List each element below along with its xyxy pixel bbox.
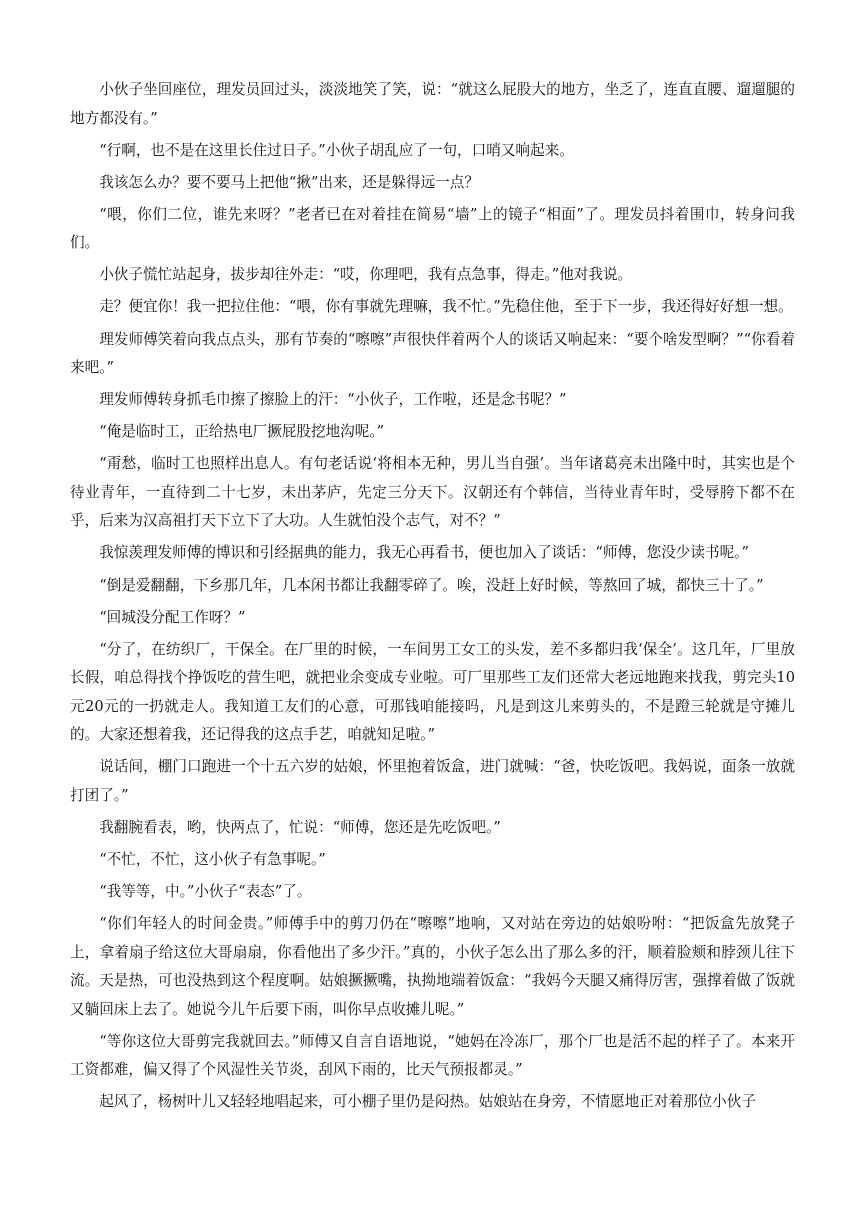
paragraph-7: 理发师傅笑着向我点点头，那有节奏的“嚓嚓”声很快伴着两个人的谈话又响起来：“要个啥发型啊？”“你看着来吧。”	[70, 330, 795, 377]
paragraph-3: 我该怎么办？要不要马上把他“揪”出来，还是躲得远一点？	[99, 173, 479, 191]
paragraph-5: 小伙子慌忙站起身，拔步却往外走：“哎，你理吧，我有点急事，得走。”他对我说。	[99, 266, 633, 284]
paragraph-8: 理发师傅转身抓毛巾擦了擦脸上的汗：“小伙子，工作啦，还是念书呢？”	[99, 391, 567, 409]
paragraph-11: 我惊羡理发师傅的博识和引经据典的能力，我无心再看书，便也加入了谈话：“师傅，您没少读书呢。”	[99, 544, 749, 562]
paragraph-16: 我翻腕看表，哟，快两点了，忙说：“师傅，您还是先吃饭吧。”	[99, 818, 501, 836]
paragraph-2: “行啊，也不是在这里长住过日子。”小伙子胡乱应了一句，口哨又响起来。	[99, 141, 574, 159]
paragraph-18: “我等等，中。”小伙子“表态”了。	[99, 883, 312, 901]
paragraph-6: 走？便宜你！我一把拉住他：“喂，你有事就先理嘛，我不忙。”先稳住他，至于下一步，我还得好好想一想。	[99, 298, 793, 316]
paragraph-20: “等你这位大哥剪完我就回去。”师傅又自言自语地说，“她妈在冷冻厂，那个厂也是活不起的样子了。本来开工资都难，偏又得了个风湿性关节炎，刮风下雨的，比天气预报都灵。”	[70, 1032, 795, 1079]
paragraph-4: “喂，你们二位，谁先来呀？”老者已在对着挂在简易“墙”上的镜子“相面”了。理发员抖着围巾，转身问我们。	[70, 205, 795, 252]
paragraph-14: “分了，在纺织厂，干保全。在厂里的时候，一车间男工女工的头发，差不多都归我‘保全’。这几年，厂里放长假，咱总得找个挣饭吃的营生吧，就把业余变成专业啦。可厂里那些工友们还常大老远地跑来找我，剪完头10元20元的一扔就走人。我知道工友们的心意，可那钱咱能接吗，凡是到这儿来剪头的，不是蹬三轮就是守摊儿的。大家还想着我，还记得我的这点手艺，咱就知足啦。”	[70, 640, 795, 744]
paragraph-15: 说话间，棚门口跑进一个十五六岁的姑娘，怀里抱着饭盒，进门就喊：“爸，快吃饭吧。我妈说，面条一放就打团了。”	[70, 758, 795, 804]
paragraph-9: “俺是临时工，正给热电厂撅屁股挖地沟呢。”	[99, 423, 385, 441]
paragraph-10: “甭愁，临时工也照样出息人。有句老话说‘将相本无种，男儿当自强’。当年诸葛亮未出隆中时，其实也是个待业青年，一直待到二十七岁，未出茅庐，先定三分天下。汉朝还有个韩信，当待业青年时，受辱胯下都不在乎，后来为汉高祖打天下立下了大功。人生就怕没个志气，对不？”	[70, 455, 795, 530]
paragraph-12: “倒是爱翻翻，下乡那几年，几本闲书都让我翻零碎了。唉，没赶上好时候，等熬回了城，都快三十了。”	[99, 576, 764, 594]
paragraph-21: 起风了，杨树叶儿又轻轻地唱起来，可小棚子里仍是闷热。姑娘站在身旁，不情愿地正对着那位小伙子	[99, 1093, 756, 1111]
paragraph-13: “回城没分配工作呀？”	[99, 608, 246, 626]
story-text	[70, 76, 795, 1120]
paragraph-1: 小伙子坐回座位，理发员回过头，淡淡地笑了笑，说：“就这么屁股大的地方，坐乏了，连直直腰、遛遛腿的地方都没有。”	[70, 81, 795, 127]
paragraph-17: “不忙，不忙，这小伙子有急事呢。”	[99, 851, 326, 868]
paragraph-19: “你们年轻人的时间金贵。”师傅手中的剪刀仍在“嚓嚓”地响，又对站在旁边的姑娘吩咐：“把饭盒先放凳子上，拿着扇子给这位大哥扇扇，你看他出了多少汗。”真的，小伙子怎么出了那么多的汗，顺着脸颊和脖颈儿往下流。天是热，可也没热到这个程度啊。姑娘撅撅嘴，执拗地端着饭盒：“我妈今天腿又痛得厉害，强撑着做了饭就又躺回床上去了。她说今儿午后要下雨，叫你早点收摊儿呢。”	[70, 915, 795, 1018]
